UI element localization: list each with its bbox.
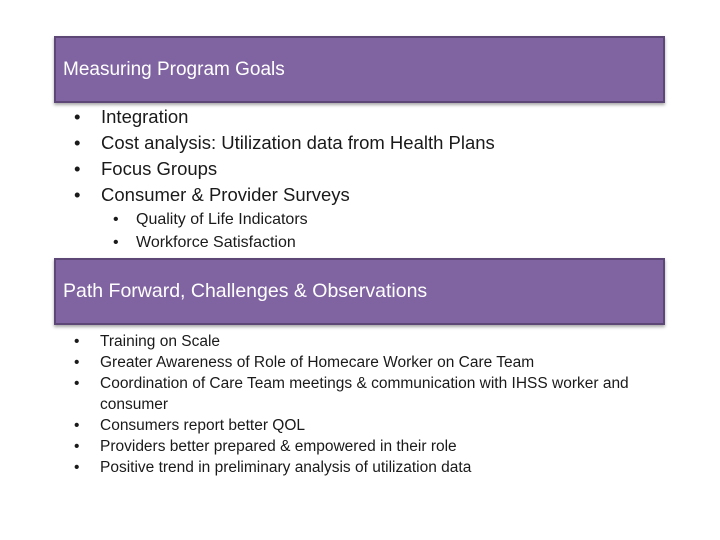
list-item — [74, 352, 640, 373]
list-item-text: Providers better prepared & empowered in their role — [100, 438, 457, 455]
goals-list — [74, 104, 495, 208]
list-item-text: Quality of Life Indicators — [136, 211, 308, 228]
bullet-icon: • — [74, 459, 80, 476]
list-item — [74, 182, 495, 208]
bullet-icon: • — [74, 184, 81, 205]
section-title: Measuring Program Goals — [63, 58, 285, 80]
list-item-text: Consumer & Provider Surveys — [101, 184, 350, 205]
section-header-path-forward — [54, 258, 665, 325]
bullet-icon: • — [113, 234, 119, 251]
list-item — [74, 373, 640, 415]
list-item — [74, 436, 640, 457]
list-item-text: Cost analysis: Utilization data from Health Plans — [101, 132, 495, 153]
list-item-text: Consumers report better QOL — [100, 417, 306, 434]
list-item — [74, 415, 640, 436]
list-item-text: Integration — [101, 106, 189, 127]
list-item — [113, 208, 308, 231]
list-item — [74, 130, 495, 156]
bullet-icon: • — [74, 158, 81, 179]
list-item-text: Training on Scale — [100, 333, 221, 350]
list-item — [74, 331, 640, 352]
list-item-text: Coordination of Care Team meetings & communication with IHSS worker and consumer — [100, 375, 629, 413]
section-header-measuring-goals — [54, 36, 665, 103]
survey-subitems-list — [113, 208, 308, 254]
bullet-icon: • — [74, 417, 80, 434]
list-item-text: Focus Groups — [101, 158, 218, 179]
bullet-icon: • — [74, 333, 80, 350]
list-item-text: Greater Awareness of Role of Homecare Worker on Care Team — [100, 354, 535, 371]
observations-list — [74, 331, 640, 478]
list-item — [74, 156, 495, 182]
bullet-icon: • — [74, 375, 80, 392]
bullet-icon: • — [74, 438, 80, 455]
bullet-icon: • — [74, 106, 81, 127]
bullet-icon: • — [74, 132, 81, 153]
list-item — [74, 457, 640, 478]
list-item — [113, 231, 308, 254]
list-item — [74, 104, 495, 130]
list-item-text: Workforce Satisfaction — [136, 234, 296, 251]
bullet-icon: • — [113, 211, 119, 228]
list-item-text: Positive trend in preliminary analysis of utilization data — [100, 459, 472, 476]
section-title: Path Forward, Challenges & Observations — [63, 280, 428, 302]
bullet-icon: • — [74, 354, 80, 371]
